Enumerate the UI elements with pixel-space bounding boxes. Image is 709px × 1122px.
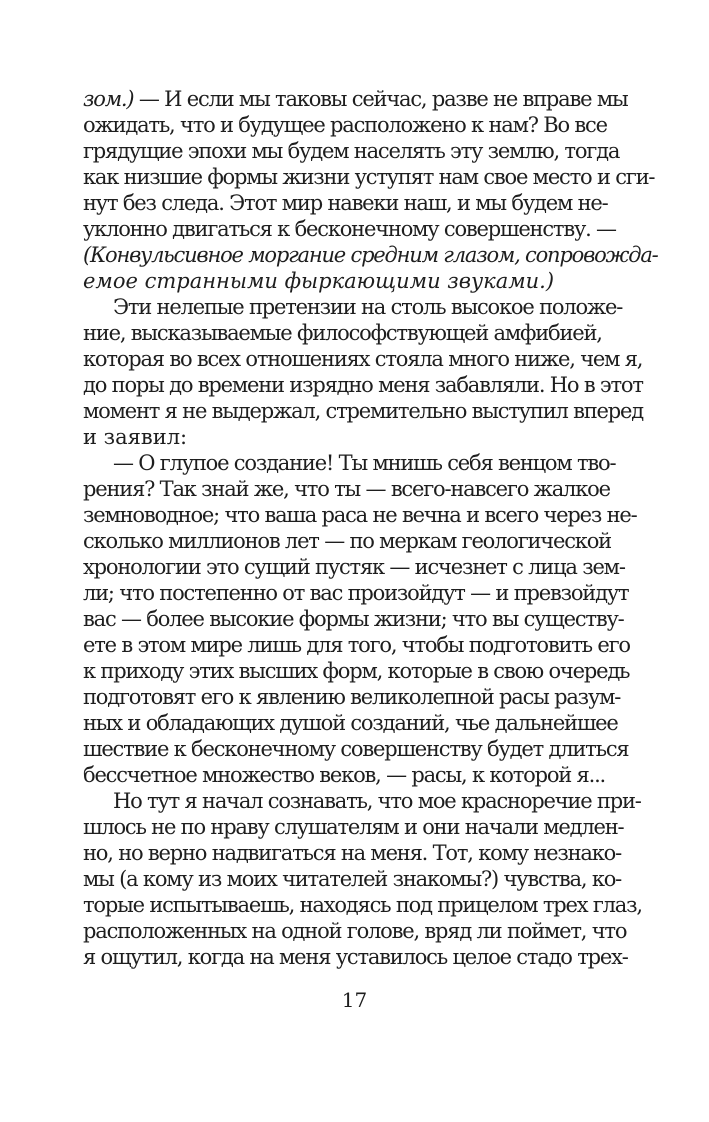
text-line: мы (а кому из моих читателей знакомы?) чувства, ко- — [83, 867, 622, 891]
paragraph-2 — [83, 294, 643, 450]
text-line: но, но верно надвигаться на меня. Тот, кому незнако- — [83, 841, 621, 865]
text-line: ние, высказываемые философствующей амфибией, — [83, 321, 602, 345]
text-line: момент я не выдержал, стремительно выступил вперед — [83, 399, 643, 423]
text-line: я ощутил, когда на меня уставилось целое стадо трех- — [83, 945, 628, 969]
text-line: бессчетное множество веков, — расы, к которой я... — [83, 763, 606, 787]
text-line: и заявил: — [83, 425, 188, 449]
text-line: ли; что постепенно от вас произойдут — и превзойдут — [83, 581, 629, 605]
text-fragment: — И если мы таковы сейчас, разве не вправе мы — [133, 87, 628, 111]
italic-text-line: (Конвульсивное моргание средним глазом, сопровожда- — [83, 243, 658, 267]
text-line: как низшие формы жизни уступят нам свое место и сги- — [83, 165, 655, 189]
text-line: вас — более высокие формы жизни; что вы существу- — [83, 607, 624, 631]
italic-fragment: зом.) — [83, 87, 134, 111]
italic-text-line: емое странными фыркающими звуками.) — [83, 269, 555, 293]
text-line: расположенных на одной голове, вряд ли поймет, что — [83, 919, 627, 943]
paragraph-3 — [83, 450, 637, 788]
text-line: ожидать, что и будущее расположено к нам? Во все — [83, 113, 607, 137]
text-line: до поры до времени изрядно меня забавляли. Но в этот — [83, 373, 643, 397]
text-line: к приходу этих высших форм, которые в свою очередь — [83, 659, 630, 683]
text-line: уклонно двигаться к бесконечному совершенству. — — [83, 217, 616, 241]
page-number: 17 — [341, 988, 368, 1012]
text-line — [83, 86, 628, 112]
text-line: подготовят его к явлению великолепной расы разум- — [83, 685, 621, 709]
text-line: хронологии это сущий пустяк — исчезнет с лица зем- — [83, 555, 625, 579]
text-line: земноводное; что ваша раса не вечна и всего через не- — [83, 503, 637, 527]
text-line: шествие к бесконечному совершенству будет длиться — [83, 737, 629, 761]
text-line: — О глупое создание! Ты мнишь себя венцом тво- — [113, 451, 616, 475]
text-line: торые испытываешь, находясь под прицелом трех глаз, — [83, 893, 642, 917]
text-line: сколько миллионов лет — по меркам геологической — [83, 529, 611, 553]
text-line: рения? Так знай же, что ты — всего-навсего жалкое — [83, 477, 610, 501]
text-line: нут без следа. Этот мир навеки наш, и мы будем не- — [83, 191, 608, 215]
text-line: грядущие эпохи мы будем населять эту землю, тогда — [83, 139, 620, 163]
text-line: шлось не по нраву слушателям и они начали медлен- — [83, 815, 624, 839]
text-line: Эти нелепые претензии на столь высокое положе- — [113, 295, 623, 319]
book-page-text — [83, 86, 658, 970]
text-line: Но тут я начал сознавать, что мое красноречие при- — [113, 789, 641, 813]
paragraph-1 — [83, 86, 658, 294]
text-line: ных и обладающих душой созданий, чье дальнейшее — [83, 711, 618, 735]
paragraph-4 — [83, 788, 642, 970]
text-line: ете в этом мире лишь для того, чтобы подготовить его — [83, 633, 630, 657]
text-line: которая во всех отношениях стояла много ниже, чем я, — [83, 347, 643, 371]
